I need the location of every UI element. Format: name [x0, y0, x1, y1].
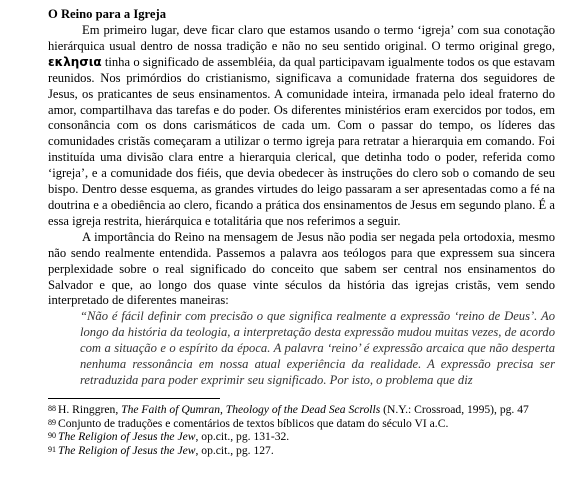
paragraph-1-text-b: tinha o significado de assembléia, da qual participavam igualmente todos os que estavam reunidos. Nos primórdios do cristianismo, significava a comunidade fraterna dos seguidores de Jesus, os praticantes de seus ensinamentos. A comunidade inteira, irmanada pelo ideal fraterno do amor, compartilhava das tarefas e do poder. Os diferentes ministérios eram exercidos por todos, em consonância com os dons carismáticos de cada um. Com o passar do tempo, os líderes das comunidades cristãs começaram a utilizar o termo igreja para retratar a hierarquia em comando. Foi instituída uma divisão clara entre a hierarquia clerical, que detinha todo o poder, referida como ‘igreja’, e a comunidade dos fiéis, que devia obedecer às instruções do clero sob o comando de seu bispo. Dentro desse esquema, as grandes virtudes do leigo passaram a ser apresentadas como a fé na doutrina e a obediência ao clero, ficando a prática dos ensinamentos de Jesus em segundo plano. É a essa igreja restrita, hierárquica e totalitária que nos referimos a seguir. — [48, 54, 555, 228]
footnote-text: H. Ringgren, — [58, 402, 122, 416]
section-heading: O Reino para a Igreja — [48, 7, 166, 21]
footnote-title: The Religion of Jesus the Jew — [58, 444, 196, 458]
footnote-text: Conjunto de traduções e comentários de textos bíblicos que datam do século VI a.C. — [58, 416, 449, 430]
footnote-separator — [48, 398, 220, 399]
footnote — [48, 417, 555, 431]
footnotes — [48, 403, 555, 458]
document-page — [48, 6, 555, 458]
footnote-text: (N.Y.: Crossroad, 1995), pg. 47 — [380, 402, 529, 416]
footnote — [48, 430, 555, 444]
block-quote: “Não é fácil definir com precisão o que significa realmente a expressão ‘reino de Deus’. Ao longo da história da teologia, a interpretação desta expressão mudou muitas vezes, de acordo com a situação e o espírito da época. A palavra ‘reino’ é expressão arcaica que não desperta nenhuma ressonância em nossa atual experiência da realidade. A expressão precisa ser retraduzida para poder exprimir seu significado. Por isto, o problema que diz — [80, 309, 555, 387]
greek-term: εκλησια — [48, 54, 102, 69]
footnote-text: , op.cit., pg. 127. — [195, 444, 274, 458]
footnote-title: The Faith of Qumran, Theology of the Dead Sea Scrolls — [121, 402, 381, 416]
paragraph-1 — [48, 23, 555, 230]
footnote — [48, 444, 555, 458]
footnote-number: 89 — [48, 417, 56, 427]
footnote-number: 91 — [48, 445, 56, 455]
paragraph-1-text-a: Em primeiro lugar, deve ficar claro que estamos usando o termo ‘igreja’ com sua conotação hierárquica usual dentro de nossa tradição e não no seu sentido original. O termo original grego, — [48, 23, 555, 53]
footnote-title: The Religion of Jesus the Jew — [58, 430, 196, 444]
paragraph-2: A importância do Reino na mensagem de Jesus não podia ser negada pela ortodoxia, mesmo não sendo realmente entendida. Passemos a palavra aos teólogos para que expressem sua sincera perplexidade sobre o real significado do conceito que sabem ser central nos ensinamentos do Salvador e que, ao longo dos quase vinte séculos da história das igrejas cristãs, vem sendo interpretado de diferentes maneiras: — [48, 229, 555, 308]
footnote-text: , op.cit., pg. 131-32. — [195, 430, 290, 444]
footnote-number: 88 — [48, 403, 56, 413]
footnote — [48, 403, 555, 417]
footnote-number: 90 — [48, 431, 56, 441]
